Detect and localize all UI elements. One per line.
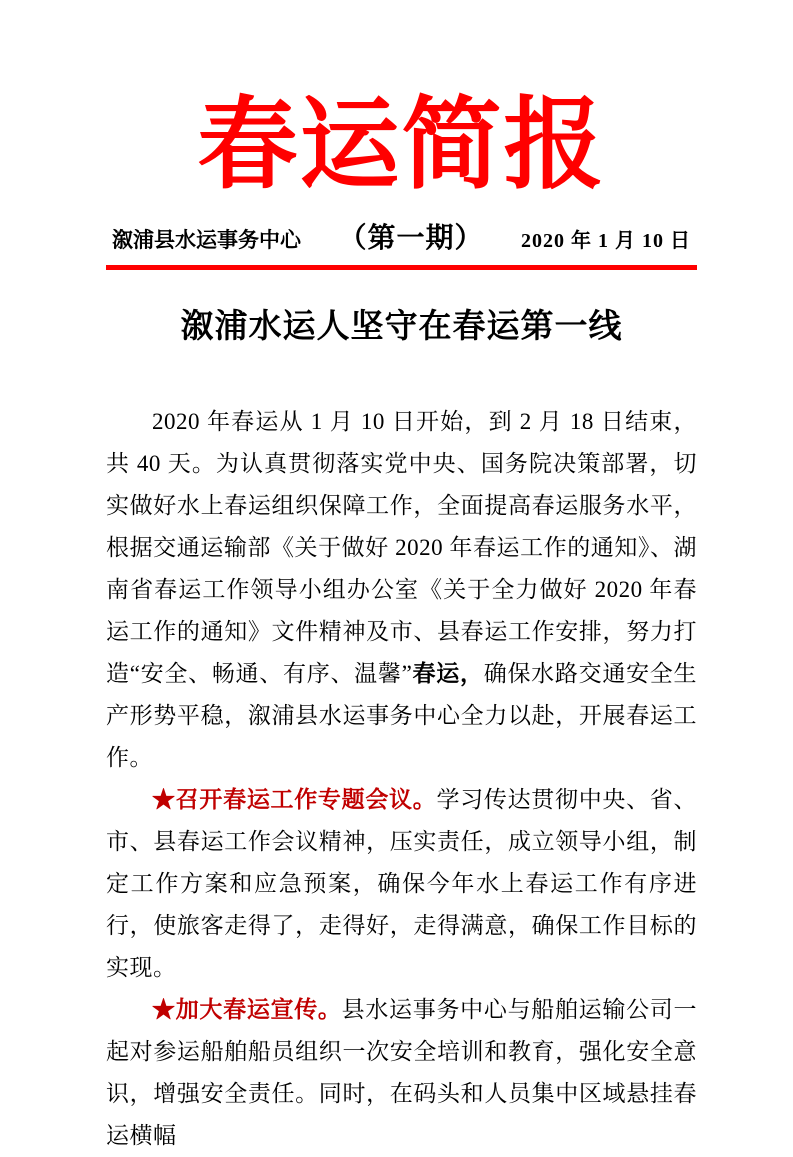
text-run: 县水运事务中心与船舶运输公司一起对参运船舶船员组织一次安全培训和教育，强化安全意识，增强安全责任。同时，在码头和人员集中区域悬挂春运横幅 <box>106 997 698 1148</box>
issue-number: （第一期） <box>338 223 484 254</box>
issue-date: 2020 年 1 月 10 日 <box>520 230 691 252</box>
text-run: 2020 年春运从 1 月 10 日开始，到 2 月 18 日结束，共 40 天。为认真贯彻落实党中央、国务院决策部署，切实做好水上春运组织保障工作，全面提高春运服务水平，根据交通运输部《关于做好 2020 年春运工作的通知》、湖南省春运工作领导小组办公室《关于全力做好 2020 年春运工作的通知》文件精神及市、县春运工作安排，努力打造“安全、畅通、有序、温馨” <box>106 409 697 686</box>
masthead-divider-rule <box>106 265 697 270</box>
bold-text-run: 春运， <box>412 661 484 686</box>
text-run: 学习传达贯彻中央、省、市、县春运工作会议精神，压实责任，成立领导小组，制定工作方案和应急预案，确保今年水上春运工作有序进行，使旅客走得了，走得好，走得满意，确保工作目标的实现。 <box>106 787 698 980</box>
article-body <box>106 401 697 1157</box>
highlight-lead-in: ★召开春运工作专题会议。 <box>152 787 437 812</box>
paragraph <box>106 989 697 1157</box>
paragraph <box>106 401 697 779</box>
text-run: 确保水路交通安全生产形势平稳，溆浦县水运事务中心全力以赴，开展春运工作。 <box>106 661 698 770</box>
bulletin-title: 春运简报 <box>197 90 606 201</box>
masthead-meta-row <box>106 216 697 256</box>
paragraph <box>106 779 697 989</box>
masthead <box>106 92 697 270</box>
article-headline: 溆浦水运人坚守在春运第一线 <box>180 309 623 345</box>
issuing-organization: 溆浦县水运事务中心 <box>112 228 301 252</box>
article <box>106 300 697 1157</box>
highlight-lead-in: ★加大春运宣传。 <box>152 997 342 1022</box>
